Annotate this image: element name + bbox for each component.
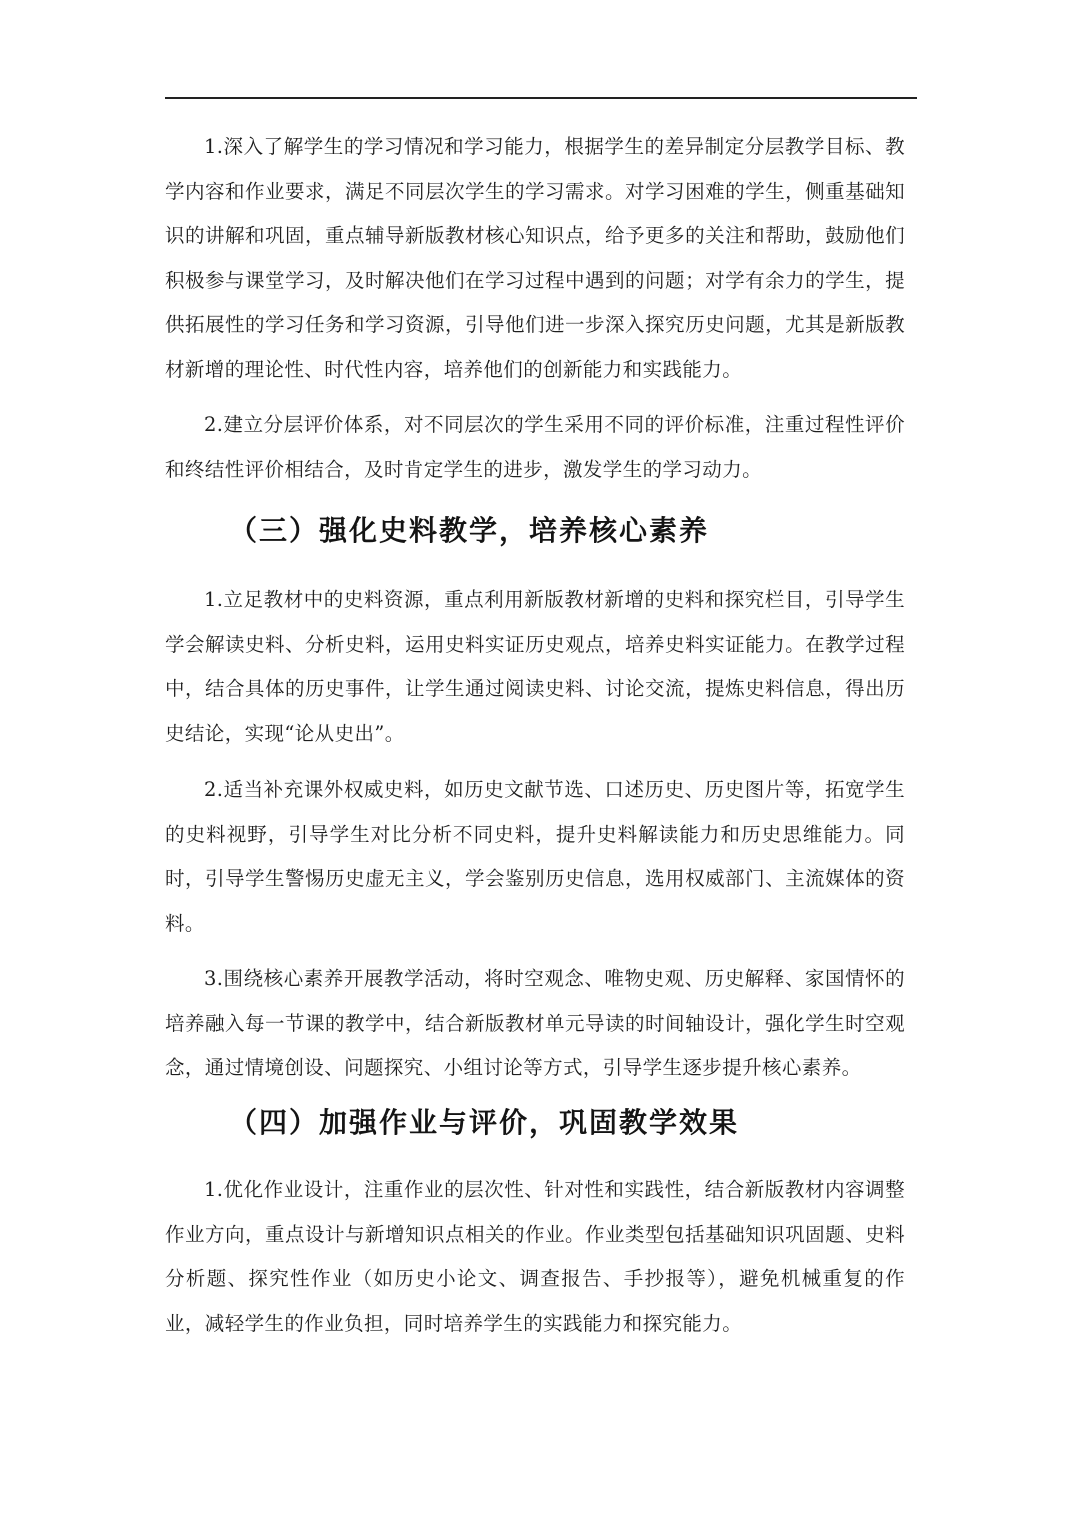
paragraph-homework-design: 1.优化作业设计，注重作业的层次性、针对性和实践性，结合新版教材内容调整作业方向，重点设计与新增知识点相关的作业。作业类型包括基础知识巩固题、史料分析题、探究性作业（如历史小论文、调查报告、手抄报等），避免机械重复的作业，减轻学生的作业负担，同时培养学生的实践能力和探究能力。 — [165, 1178, 905, 1335]
paragraph-supplementary-sources: 2.适当补充课外权威史料，如历史文献节选、口述历史、历史图片等，拓宽学生的史料视野，引导学生对比分析不同史料，提升史料解读能力和历史思维能力。同时，引导学生警惕历史虚无主义，学会鉴别历史信息，选用权威部门、主流媒体的资料。 — [165, 778, 905, 935]
paragraph-textbook-sources: 1.立足教材中的史料资源，重点利用新版教材新增的史料和探究栏目，引导学生学会解读史料、分析史料，运用史料实证历史观点，培养史料实证能力。在教学过程中，结合具体的历史事件，让学生通过阅读史料、讨论交流，提炼史料信息，得出历史结论，实现“论从史出”。 — [165, 588, 905, 745]
paragraph-core-literacy: 3.围绕核心素养开展教学活动，将时空观念、唯物史观、历史解释、家国情怀的培养融入每一节课的教学中，结合新版教材单元导读的时间轴设计，强化学生时空观念，通过情境创设、问题探究、小组讨论等方式，引导学生逐步提升核心素养。 — [165, 967, 905, 1079]
paragraph-tiered-teaching: 1.深入了解学生的学习情况和学习能力，根据学生的差异制定分层教学目标、教学内容和作业要求，满足不同层次学生的学习需求。对学习困难的学生，侧重基础知识的讲解和巩固，重点辅导新版教材核心知识点，给予更多的关注和帮助，鼓励他们积极参与课堂学习，及时解决他们在学习过程中遇到的问题；对学有余力的学生，提供拓展性的学习任务和学习资源，引导他们进一步深入探究历史问题，尤其是新版教材新增的理论性、时代性内容，培养他们的创新能力和实践能力。 — [165, 135, 905, 381]
section-heading-homework-evaluation: （四）加强作业与评价，巩固教学效果 — [229, 1106, 740, 1139]
header-rule — [165, 97, 917, 99]
paragraph-tiered-evaluation: 2.建立分层评价体系，对不同层次的学生采用不同的评价标准，注重过程性评价和终结性评价相结合，及时肯定学生的进步，激发学生的学习动力。 — [165, 413, 905, 481]
section-heading-historical-materials: （三）强化史料教学，培养核心素养 — [229, 514, 710, 547]
